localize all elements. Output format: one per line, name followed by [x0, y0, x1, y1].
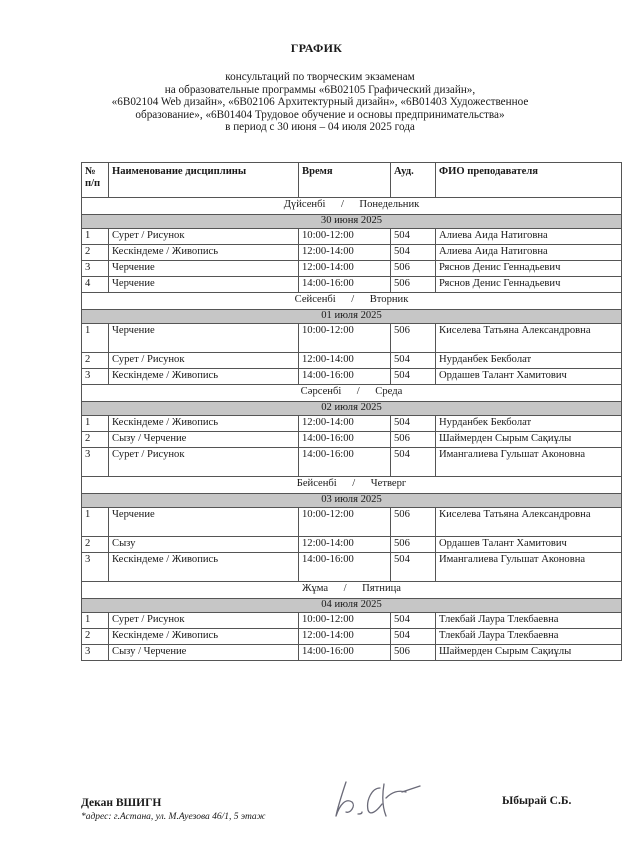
subject-cell: Кескіндеме / Живопись	[109, 245, 299, 261]
time-cell: 12:00-14:00	[299, 537, 391, 553]
day-name-ru: Четверг	[370, 478, 407, 489]
teacher-cell: Киселева Татьяна Александровна	[436, 508, 622, 537]
teacher-cell: Алиева Аида Натиговна	[436, 229, 622, 245]
room-cell: 506	[391, 508, 436, 537]
teacher-cell: Нурданбек Бекболат	[436, 353, 622, 369]
day-header-row	[82, 198, 622, 215]
time-cell: 10:00-12:00	[299, 508, 391, 537]
time-cell: 14:00-16:00	[299, 448, 391, 477]
day-name-separator: /	[351, 294, 355, 305]
subject-cell: Черчение	[109, 324, 299, 353]
room-cell: 506	[391, 277, 436, 293]
subject-cell: Сызу	[109, 537, 299, 553]
row-number: 1	[82, 324, 109, 353]
room-cell: 504	[391, 416, 436, 432]
room-cell: 504	[391, 553, 436, 582]
footer-dean-block	[81, 797, 266, 822]
date-label: 02 июля 2025	[82, 402, 622, 416]
subject-cell: Сызу / Черчение	[109, 432, 299, 448]
room-cell: 504	[391, 629, 436, 645]
day-header-row	[82, 582, 622, 599]
time-cell: 10:00-12:00	[299, 229, 391, 245]
date-row	[82, 215, 622, 229]
teacher-cell: Тлекбай Лаура Тлекбаевна	[436, 613, 622, 629]
signature-icon	[332, 774, 422, 822]
subtitle-line: «6B02104 Web дизайн», «6B02106 Архитектурный дизайн», «6B01403 Художественное	[111, 96, 529, 109]
teacher-cell: Ордашев Талант Хамитович	[436, 537, 622, 553]
column-header-number: № п/п	[82, 163, 109, 198]
time-cell: 14:00-16:00	[299, 432, 391, 448]
day-name-separator: /	[352, 478, 356, 489]
date-row	[82, 402, 622, 416]
table-row	[82, 645, 622, 661]
time-cell: 12:00-14:00	[299, 245, 391, 261]
teacher-cell: Тлекбай Лаура Тлекбаевна	[436, 629, 622, 645]
subject-cell: Кескіндеме / Живопись	[109, 369, 299, 385]
day-name-ru: Понедельник	[359, 199, 420, 210]
column-header-subject: Наименование дисциплины	[109, 163, 299, 198]
row-number: 2	[82, 537, 109, 553]
time-cell: 10:00-12:00	[299, 324, 391, 353]
subject-cell: Черчение	[109, 508, 299, 537]
row-number: 3	[82, 261, 109, 277]
day-name	[82, 293, 622, 310]
row-number: 2	[82, 245, 109, 261]
table-row	[82, 353, 622, 369]
day-name-separator: /	[340, 199, 344, 210]
table-row	[82, 369, 622, 385]
row-number: 2	[82, 353, 109, 369]
day-name-kz: Сейсенбі	[294, 294, 336, 305]
day-name	[82, 385, 622, 402]
table-row	[82, 448, 622, 477]
subject-cell: Сызу / Черчение	[109, 645, 299, 661]
subject-cell: Черчение	[109, 277, 299, 293]
row-number: 2	[82, 432, 109, 448]
day-name-kz: Жұма	[302, 583, 329, 594]
day-name	[82, 582, 622, 599]
room-cell: 506	[391, 261, 436, 277]
day-name-ru: Среда	[375, 386, 403, 397]
time-cell: 12:00-14:00	[299, 261, 391, 277]
teacher-cell: Имангалиева Гульшат Аконовна	[436, 553, 622, 582]
day-name	[82, 198, 622, 215]
document-subtitle	[75, 71, 565, 134]
subject-cell: Сурет / Рисунок	[109, 448, 299, 477]
day-name-kz: Дүйсенбі	[283, 199, 326, 210]
day-name-kz: Сәрсенбі	[300, 386, 342, 397]
table-row	[82, 537, 622, 553]
subject-cell: Черчение	[109, 261, 299, 277]
date-label: 30 июня 2025	[82, 215, 622, 229]
room-cell: 504	[391, 245, 436, 261]
time-cell: 12:00-14:00	[299, 353, 391, 369]
date-row	[82, 310, 622, 324]
table-row	[82, 613, 622, 629]
date-label: 04 июля 2025	[82, 599, 622, 613]
time-cell: 12:00-14:00	[299, 416, 391, 432]
time-cell: 10:00-12:00	[299, 613, 391, 629]
teacher-cell: Шаймерден Сырым Сақиұлы	[436, 645, 622, 661]
time-cell: 14:00-16:00	[299, 553, 391, 582]
time-cell: 14:00-16:00	[299, 369, 391, 385]
row-number: 1	[82, 229, 109, 245]
subject-cell: Сурет / Рисунок	[109, 353, 299, 369]
document-title: ГРАФИК	[290, 41, 343, 55]
teacher-cell: Ряснов Денис Геннадьевич	[436, 261, 622, 277]
day-name-ru: Вторник	[369, 294, 409, 305]
teacher-cell: Имангалиева Гульшат Аконовна	[436, 448, 622, 477]
teacher-cell: Ордашев Талант Хамитович	[436, 369, 622, 385]
teacher-cell: Ряснов Денис Геннадьевич	[436, 277, 622, 293]
room-cell: 506	[391, 645, 436, 661]
date-label: 01 июля 2025	[82, 310, 622, 324]
day-name-separator: /	[343, 583, 347, 594]
subject-cell: Кескіндеме / Живопись	[109, 553, 299, 582]
address-note: *адрес: г.Астана, ул. М.Ауезова 46/1, 5 этаж	[81, 812, 266, 822]
day-header-row	[82, 477, 622, 494]
row-number: 3	[82, 369, 109, 385]
room-cell: 504	[391, 369, 436, 385]
subtitle-line: образование», «6B01404 Трудовое обучение и основы предпринимательства»	[135, 108, 505, 121]
column-header-room: Ауд.	[391, 163, 436, 198]
table-header-row	[82, 163, 622, 198]
table-row	[82, 245, 622, 261]
subtitle-line: консультаций по творческим экзаменам	[225, 71, 415, 83]
schedule-table	[81, 162, 622, 661]
day-name-separator: /	[356, 386, 360, 397]
date-row	[82, 599, 622, 613]
table-row	[82, 432, 622, 448]
subject-cell: Сурет / Рисунок	[109, 229, 299, 245]
room-cell: 504	[391, 613, 436, 629]
row-number: 1	[82, 613, 109, 629]
table-row	[82, 324, 622, 353]
table-row	[82, 553, 622, 582]
row-number: 4	[82, 277, 109, 293]
row-number: 1	[82, 416, 109, 432]
subtitle-line: в период с 30 июня – 04 июля 2025 года	[225, 121, 415, 134]
subject-cell: Сурет / Рисунок	[109, 613, 299, 629]
subject-cell: Кескіндеме / Живопись	[109, 629, 299, 645]
date-row	[82, 494, 622, 508]
room-cell: 504	[391, 448, 436, 477]
subject-cell: Кескіндеме / Живопись	[109, 416, 299, 432]
room-cell: 506	[391, 537, 436, 553]
column-header-time: Время	[299, 163, 391, 198]
date-label: 03 июля 2025	[82, 494, 622, 508]
row-number: 3	[82, 553, 109, 582]
row-number: 3	[82, 448, 109, 477]
teacher-cell: Шаймерден Сырым Сақиұлы	[436, 432, 622, 448]
row-number: 2	[82, 629, 109, 645]
teacher-cell: Алиева Аида Натиговна	[436, 245, 622, 261]
teacher-cell: Киселева Татьяна Александровна	[436, 324, 622, 353]
table-row	[82, 508, 622, 537]
row-number: 1	[82, 508, 109, 537]
column-header-teacher: ФИО преподавателя	[436, 163, 622, 198]
dean-title: Декан ВШИГН	[81, 797, 162, 809]
row-number: 3	[82, 645, 109, 661]
table-row	[82, 229, 622, 245]
day-name-ru: Пятница	[362, 583, 401, 594]
dean-name: Ыбырай С.Б.	[502, 795, 572, 807]
time-cell: 14:00-16:00	[299, 277, 391, 293]
teacher-cell: Нурданбек Бекболат	[436, 416, 622, 432]
day-name	[82, 477, 622, 494]
room-cell: 506	[391, 432, 436, 448]
time-cell: 14:00-16:00	[299, 645, 391, 661]
room-cell: 504	[391, 229, 436, 245]
table-row	[82, 416, 622, 432]
time-cell: 12:00-14:00	[299, 629, 391, 645]
subtitle-line: на образовательные программы «6B02105 Графический дизайн»,	[164, 83, 476, 96]
table-row	[82, 629, 622, 645]
schedule-body	[82, 198, 622, 661]
day-header-row	[82, 293, 622, 310]
table-row	[82, 261, 622, 277]
day-name-kz: Бейсенбі	[296, 478, 337, 489]
day-header-row	[82, 385, 622, 402]
room-cell: 506	[391, 324, 436, 353]
room-cell: 504	[391, 353, 436, 369]
table-row	[82, 277, 622, 293]
